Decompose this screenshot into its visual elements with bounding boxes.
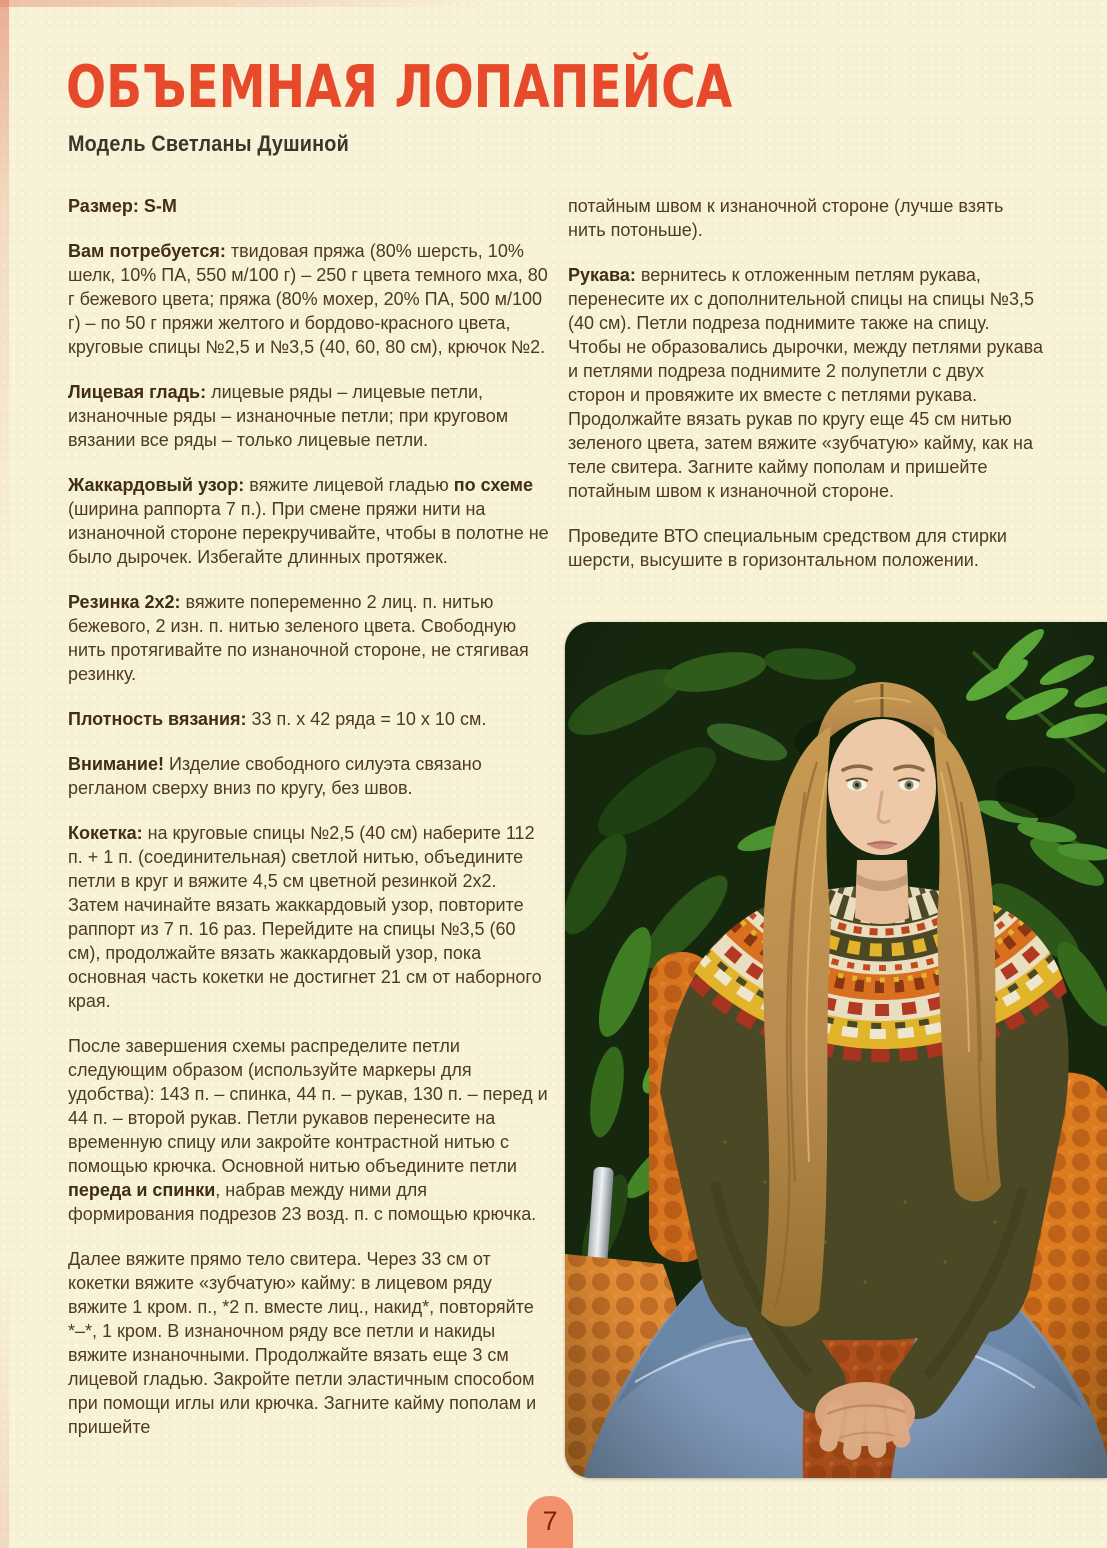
paragraph <box>568 263 1044 503</box>
paragraph <box>68 380 550 452</box>
paragraph-lead-bold: Резинка 2x2: <box>68 592 181 612</box>
paragraph-lead-bold: Внимание! <box>68 754 164 774</box>
page-subtitle: Модель Светланы Душиной <box>68 131 349 156</box>
paragraph-lead-bold: Вам потребуется: <box>68 241 226 261</box>
paragraph <box>68 1247 550 1439</box>
paragraph-text: Проведите ВТО специальным средством для стирки шерсти, высушите в горизонтальном положении. <box>568 526 1007 570</box>
paragraph <box>68 707 550 731</box>
paragraph-text: , набрав между ними для формирования подрезов 23 возд. п. с помощью крючка. <box>68 1180 537 1224</box>
paragraph-text: на круговые спицы №2,5 (40 см) наберите 112 п. + 1 п. (соединительная) светлой нитью, объедините петли в круг и вяжите 4,5 см цветной резинкой 2x2. Затем начинайте вязать жаккардовый узор, повторите раппорт из 7 п. 16 раз. Перейдите на спицы №3,5 (60 см), продолжайте вязать жаккардовый узор, пока основная часть кокетки не достигнет 21 см от наборного края. <box>68 823 542 1011</box>
model-photo <box>565 622 1107 1478</box>
page-title: ОБЪЕМНАЯ ЛОПАПЕЙСА <box>66 52 733 121</box>
paragraph-text: вяжите попеременно 2 лиц. п. нитью бежевого, 2 изн. п. нитью зеленого цвета. Свободную нить протягивайте по изнаночной стороне, не стягивая резинку. <box>68 592 529 684</box>
paragraph <box>568 524 1044 572</box>
paragraph <box>68 239 550 359</box>
paragraph-lead-bold: Жаккардовый узор: <box>68 475 245 495</box>
paragraph-lead-bold: Плотность вязания: <box>68 709 247 729</box>
paragraph <box>68 821 550 1013</box>
page-number: 7 <box>542 1506 558 1536</box>
paragraph-text: 33 п. x 42 ряда = 10 x 10 см. <box>246 709 487 729</box>
paragraph <box>68 194 550 218</box>
paragraph-text: потайным швом к изнаночной стороне (лучше взять нить потоньше). <box>568 196 1004 240</box>
paragraph <box>68 752 550 800</box>
paragraph-text: (ширина раппорта 7 п.). При смене пряжи нити на изнаночной стороне перекручивайте, чтобы в полотне не было дырочек. Избегайте длинных протяжек. <box>68 499 549 567</box>
paragraph-lead-bold: Рукава: <box>568 265 636 285</box>
paragraph-lead-bold: Лицевая гладь: <box>68 382 207 402</box>
paragraph <box>568 194 1044 242</box>
paragraph-text: После завершения схемы распределите петли следующим образом (используйте маркеры для удобства): 143 п. – спинка, 44 п. – рукав, 130 п. – перед и 44 п. – второй рукав. Петли рукавов перенесите на временную спицу или закройте контрастной нитью с помощью крючка. Основной нитью объедините петли <box>68 1036 548 1176</box>
paragraph-text: лицевые ряды – лицевые петли, изнаночные ряды – изнаночные петли; при круговом вязании все ряды – только лицевые петли. <box>68 382 509 450</box>
paragraph <box>68 1034 550 1226</box>
scan-edge-artifact-top <box>0 0 1107 7</box>
paragraph-lead-bold: переда и спинки <box>68 1180 216 1200</box>
article-right-column <box>568 194 1044 593</box>
paragraph-text: твидовая пряжа (80% шерсть, 10% шелк, 10% ПА, 550 м/100 г) – 250 г цвета темного мха, 80 г бежевого цвета; пряжа (80% мохер, 20% ПА, 500 м/100 г) – по 50 г пряжи желтого и бордово-красного цвета, круговые спицы №2,5 и №3,5 (40, 60, 80 см), крючок №2. <box>68 241 548 357</box>
scan-edge-artifact-left <box>0 0 9 1548</box>
paragraph-text: вернитесь к отложенным петлям рукава, перенесите их с дополнительной спицы на спицы №3,5 (40 см). Петли подреза поднимите также на спицу. Чтобы не образовались дырочки, между петлями рукава и петлями подреза поднимите 2 полупетли с двух сторон и провяжите их вместе с петлями рукава. Продолжайте вязать рукав по кругу еще 45 см нитью зеленого цвета, затем вяжите «зубчатую» кайму, как на теле свитера. Загните кайму пополам и пришейте потайным швом к изнаночной стороне. <box>568 265 1044 501</box>
paragraph-lead-bold: по схеме <box>453 475 534 495</box>
page-number-tab <box>527 1496 573 1548</box>
paragraph <box>68 590 550 686</box>
paragraph-text: вяжите лицевой гладью <box>244 475 454 495</box>
paragraph-lead-bold: Размер: S-M <box>68 196 177 216</box>
paragraph <box>68 473 550 569</box>
paragraph-lead-bold: Кокетка: <box>68 823 143 843</box>
article-left-column <box>68 194 550 1460</box>
paragraph-text: Изделие свободного силуэта связано регланом сверху вниз по кругу, без швов. <box>68 754 482 798</box>
paragraph-text: Далее вяжите прямо тело свитера. Через 33 см от кокетки вяжите «зубчатую» кайму: в лицевом ряду вяжите 1 кром. п., *2 п. вместе лиц., накид*, повторяйте *–*, 1 кром. В изнаночном ряду все петли и накиды вяжите изнаночными. Продолжайте вязать еще 3 см лицевой гладью. Закройте петли эластичным способом при помощи иглы или крючка. Загните кайму пополам и пришейте <box>68 1249 537 1437</box>
